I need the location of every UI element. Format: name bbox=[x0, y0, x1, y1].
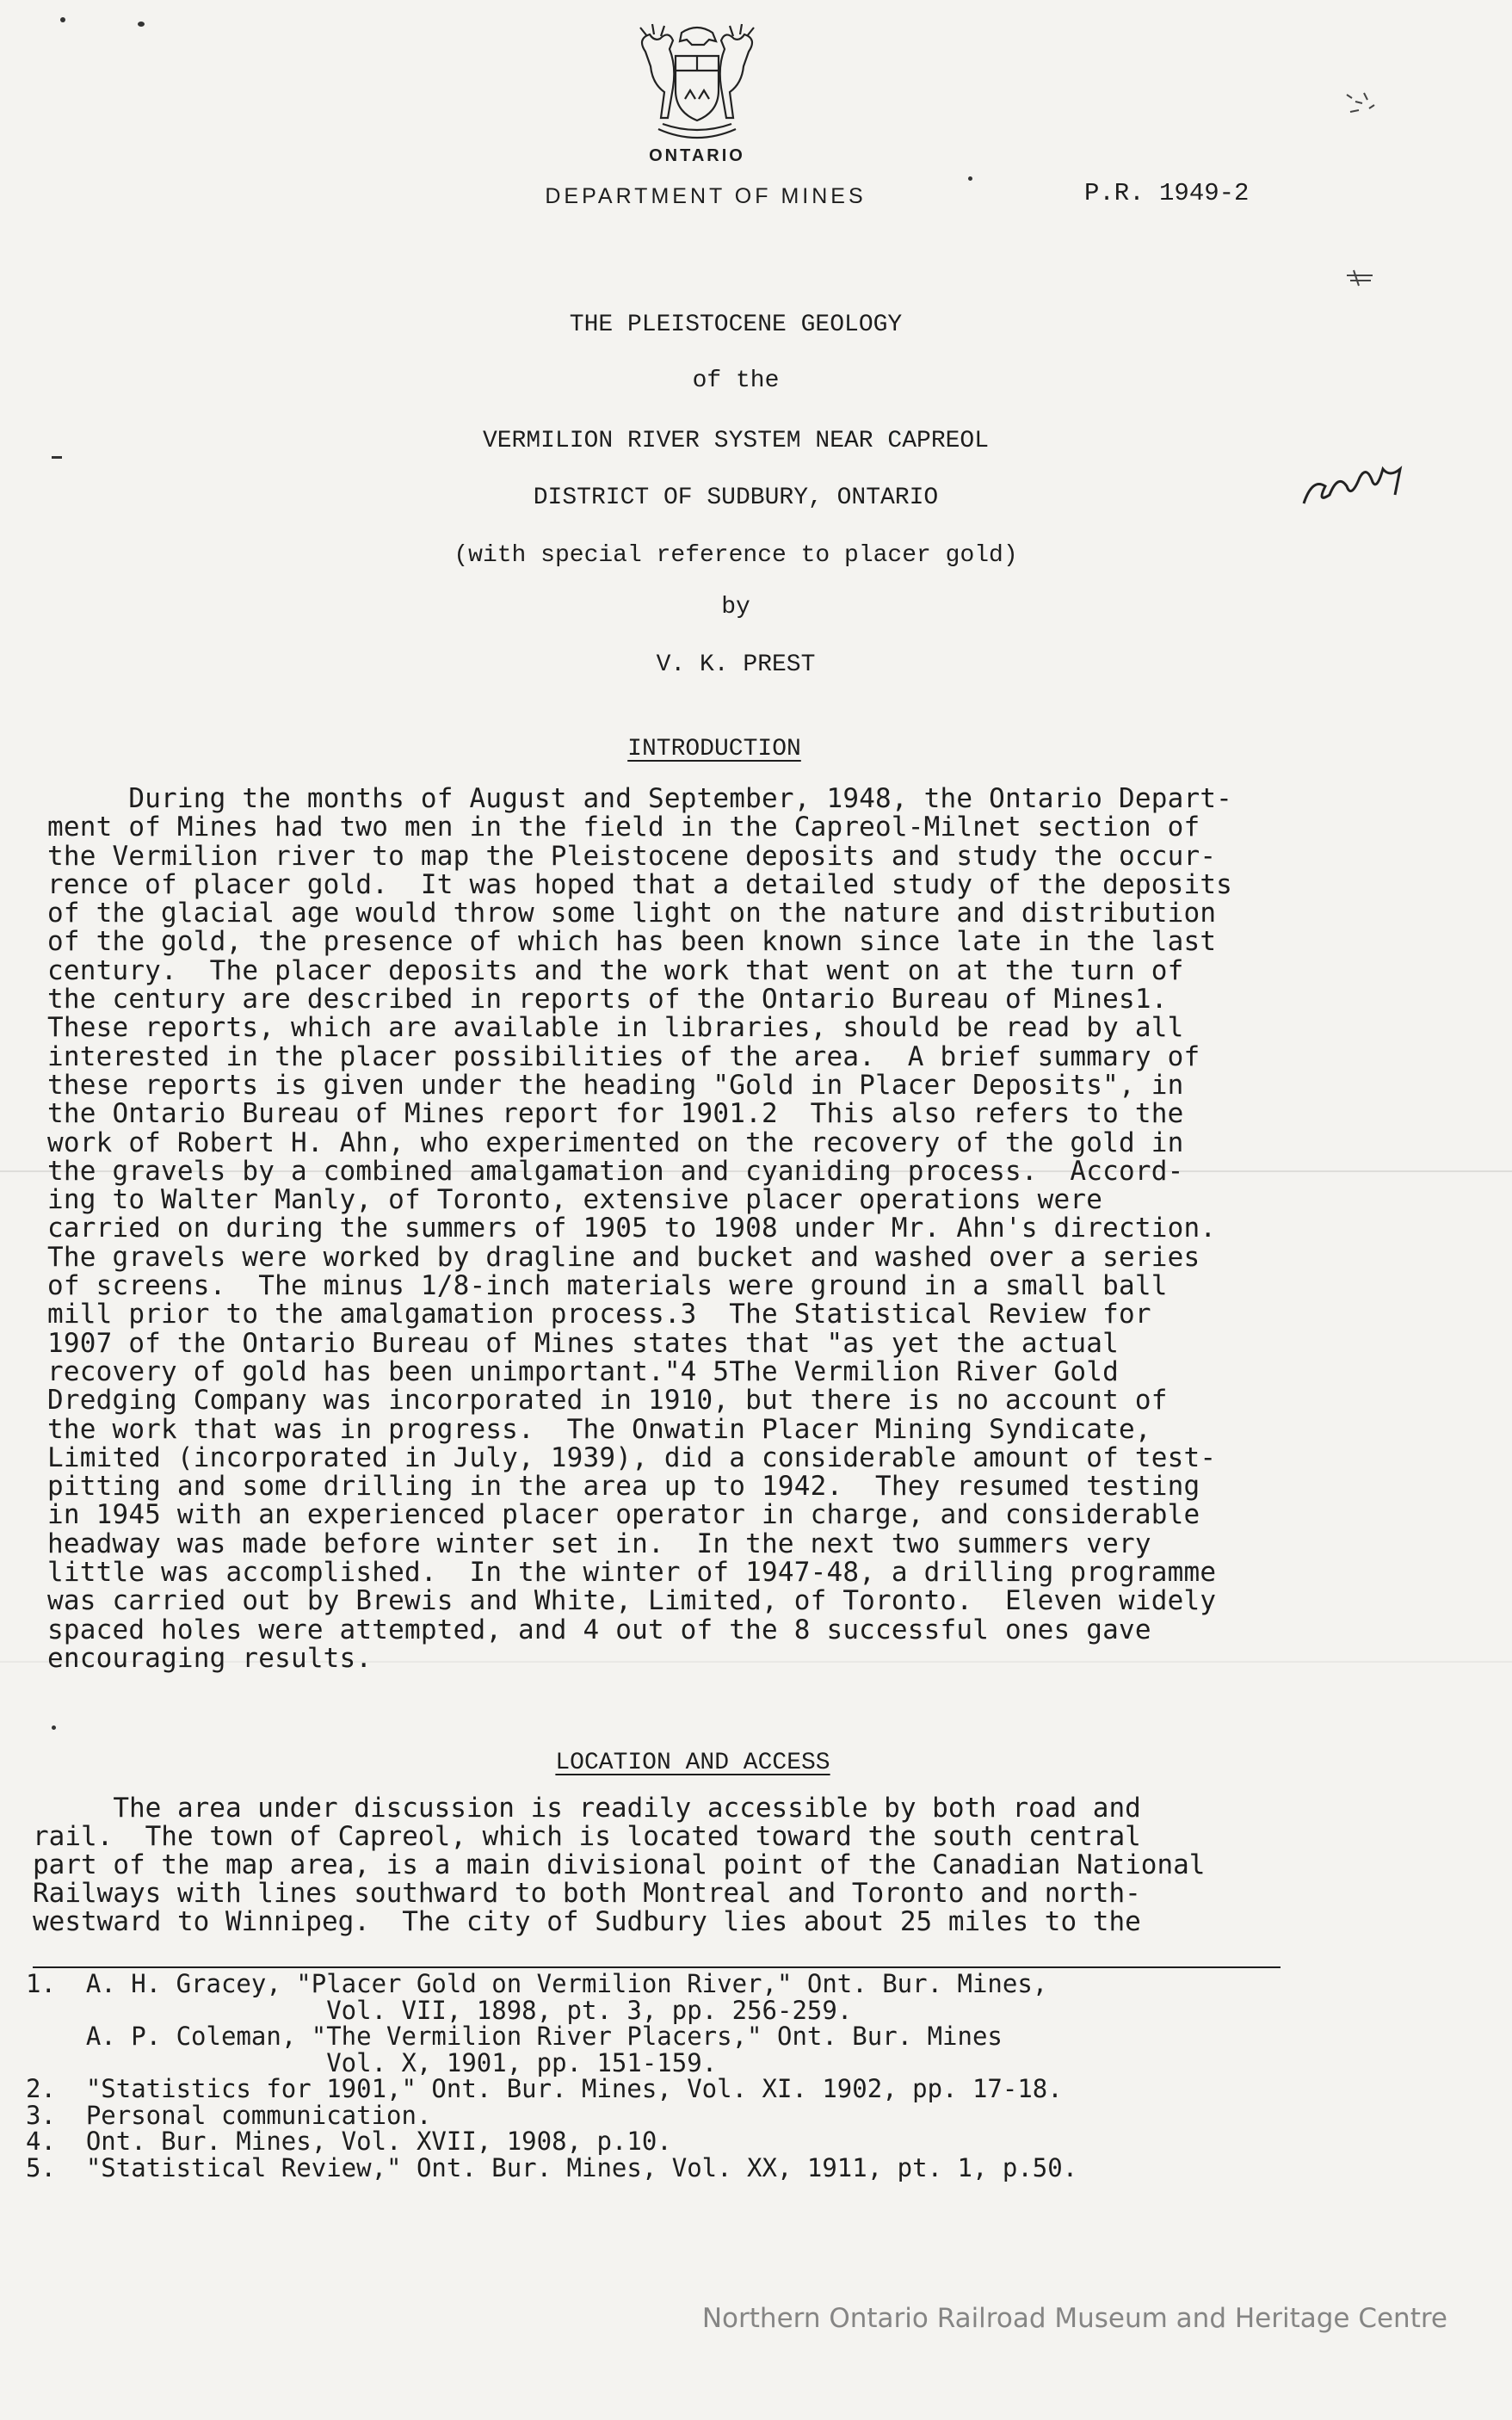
text-line: century. The placer deposits and the work that went on at the turn of bbox=[47, 954, 1184, 986]
text-line: part of the map area, is a main divisional point of the Canadian National bbox=[33, 1849, 1206, 1880]
text-line: westward to Winnipeg. The city of Sudbury lies about 25 miles to the bbox=[33, 1906, 1141, 1937]
footnotes bbox=[26, 1971, 1334, 2181]
text-line: 3. Personal communication. bbox=[26, 2100, 432, 2130]
text-line: 1907 of the Ontario Bureau of Mines states that "as yet the actual bbox=[47, 1327, 1119, 1359]
text-line: pitting and some drilling in the area up to 1942. They resumed testing bbox=[47, 1471, 1200, 1503]
ontario-coat-of-arms-icon bbox=[628, 17, 766, 146]
department-name: DEPARTMENT OF MINES bbox=[545, 184, 867, 208]
text-line: recovery of gold has been unimportant."4 5The Vermilion River Gold bbox=[47, 1355, 1119, 1387]
speck bbox=[138, 22, 145, 27]
text-line: the century are described in reports of the Ontario Bureau of Mines1. bbox=[47, 984, 1168, 1016]
text-line: 2. "Statistics for 1901," Ont. Bur. Mines, Vol. XI. 1902, pp. 17-18. bbox=[26, 2074, 1063, 2103]
footnote-rule bbox=[33, 1966, 1281, 1968]
handwritten-mark-icon bbox=[1299, 465, 1411, 516]
paper-mark-icon bbox=[1338, 258, 1390, 310]
title-line-4: DISTRICT OF SUDBURY, ONTARIO bbox=[533, 485, 939, 511]
text-line: of the glacial age would throw some light on the nature and distribution bbox=[47, 898, 1217, 929]
text-line: Limited (incorporated in July, 1939), did a considerable amount of test- bbox=[47, 1442, 1217, 1473]
text-line: Vol. VII, 1898, pt. 3, pp. 256-259. bbox=[26, 1995, 853, 2025]
text-line: work of Robert H. Ahn, who experimented on the recovery of the gold in bbox=[47, 1127, 1184, 1158]
location-body bbox=[33, 1794, 1341, 1936]
text-line: mill prior to the amalgamation process.3 The Statistical Review for bbox=[47, 1299, 1151, 1330]
text-line: carried on during the summers of 1905 to 1908 under Mr. Ahn's direction. bbox=[47, 1213, 1217, 1244]
title-line-1: THE PLEISTOCENE GEOLOGY bbox=[569, 312, 903, 338]
speck bbox=[52, 456, 62, 459]
text-line: of screens. The minus 1/8-inch materials were ground in a small ball bbox=[47, 1270, 1168, 1302]
text-line: interested in the placer possibilities of the area. A brief summary of bbox=[47, 1040, 1200, 1072]
text-line: 1. A. H. Gracey, "Placer Gold on Vermilion River," Ont. Bur. Mines, bbox=[26, 1969, 1048, 1998]
text-line: Railways with lines southward to both Montreal and Toronto and north- bbox=[33, 1878, 1141, 1909]
text-line: Dredging Company was incorporated in 1910, but there is no account of bbox=[47, 1385, 1168, 1417]
text-line: ment of Mines had two men in the field in the Capreol-Milnet section of bbox=[47, 812, 1200, 843]
title-by: by bbox=[721, 594, 750, 620]
text-line: A. P. Coleman, "The Vermilion River Placers," Ont. Bur. Mines bbox=[26, 2022, 1003, 2051]
text-line: the gravels by a combined amalgamation and cyaniding process. Accord- bbox=[47, 1155, 1184, 1187]
speck bbox=[60, 17, 65, 22]
speck bbox=[968, 176, 972, 181]
text-line: the work that was in progress. The Onwatin Placer Mining Syndicate, bbox=[47, 1413, 1151, 1445]
title-line-2: of the bbox=[692, 367, 780, 394]
speck bbox=[52, 1725, 56, 1730]
text-line: 4. Ont. Bur. Mines, Vol. XVII, 1908, p.10. bbox=[26, 2127, 672, 2156]
text-line: The area under discussion is readily accessible by both road and bbox=[33, 1793, 1141, 1824]
text-line: little was accomplished. In the winter of 1947-48, a drilling programme bbox=[47, 1557, 1217, 1589]
paper-mark-icon bbox=[1338, 86, 1390, 138]
title-line-3: VERMILION RIVER SYSTEM NEAR CAPREOL bbox=[482, 428, 990, 454]
text-line: these reports is given under the heading "Gold in Placer Deposits", in bbox=[47, 1069, 1184, 1101]
text-line: of the gold, the presence of which has been known since late in the last bbox=[47, 926, 1217, 958]
text-line: the Ontario Bureau of Mines report for 1901.2 This also refers to the bbox=[47, 1098, 1184, 1130]
text-line: rail. The town of Capreol, which is located toward the south central bbox=[33, 1821, 1141, 1852]
text-line: The gravels were worked by dragline and bucket and washed over a series bbox=[47, 1241, 1200, 1273]
introduction-body bbox=[47, 785, 1338, 1673]
text-line: rence of placer gold. It was hoped that a detailed study of the deposits bbox=[47, 868, 1233, 900]
location-heading: LOCATION AND ACCESS bbox=[555, 1750, 830, 1776]
introduction-heading: INTRODUCTION bbox=[627, 736, 801, 762]
text-line: was carried out by Brewis and White, Limited, of Toronto. Eleven widely bbox=[47, 1585, 1217, 1617]
text-line: in 1945 with an experienced placer operator in charge, and considerable bbox=[47, 1499, 1200, 1531]
text-line: the Vermilion river to map the Pleistocene deposits and study the occur- bbox=[47, 840, 1217, 872]
text-line: ing to Walter Manly, of Toronto, extensive placer operations were bbox=[47, 1184, 1103, 1216]
text-line: spaced holes were attempted, and 4 out of the 8 successful ones gave bbox=[47, 1614, 1151, 1645]
report-number: P.R. 1949-2 bbox=[1084, 179, 1250, 207]
text-line: encouraging results. bbox=[47, 1642, 373, 1674]
text-line: Vol. X, 1901, pp. 151-159. bbox=[26, 2047, 718, 2077]
title-line-5: (with special reference to placer gold) bbox=[454, 542, 1018, 569]
crest-label: ONTARIO bbox=[649, 146, 745, 165]
text-line: headway was made before winter set in. In the next two summers very bbox=[47, 1528, 1151, 1559]
author-name: V. K. PREST bbox=[656, 651, 816, 678]
text-line: During the months of August and September, 1948, the Ontario Depart- bbox=[47, 783, 1233, 814]
text-line: These reports, which are available in libraries, should be read by all bbox=[47, 1012, 1184, 1044]
text-line: 5. "Statistical Review," Ont. Bur. Mines, Vol. XX, 1911, pt. 1, p.50. bbox=[26, 2152, 1078, 2182]
watermark: Northern Ontario Railroad Museum and Heritage Centre bbox=[701, 2303, 1447, 2334]
